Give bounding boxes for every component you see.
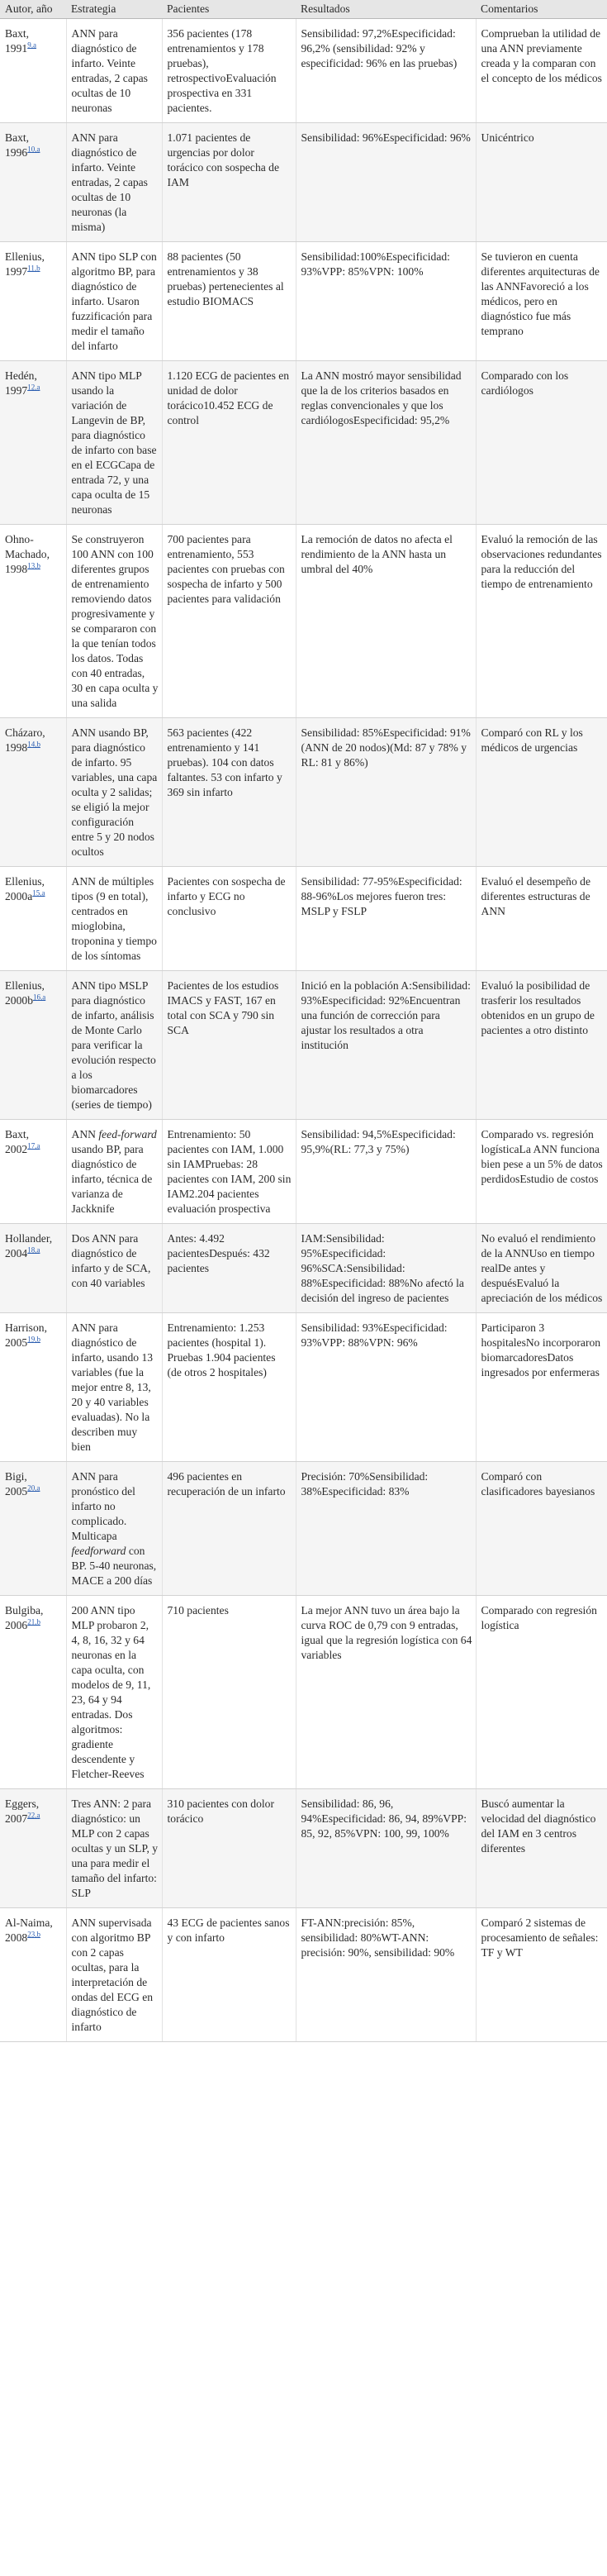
cell-strategy: Se construyeron 100 ANN con 100 diferentes grupos de entrenamiento removiendo datos progresivamente y se compararon con la que tenían todos los datos. Todas con 40 entradas, 30 en capa oculta y una salida (66, 525, 162, 718)
cell-strategy: Tres ANN: 2 para diagnóstico: un MLP con 2 capas ocultas y un SLP, y una para medir el tamaño del infarto: SLP (66, 1789, 162, 1908)
cell-comments: No evaluó el rendimiento de la ANNUso en tiempo realDe antes y despuésEvaluó la apreciación de los médicos (476, 1224, 607, 1313)
cell-results: La ANN mostró mayor sensibilidad que la de los criterios basados en reglas convencionales y que los cardiólogosEspecificidad: 95,2% (296, 361, 476, 525)
cell-results: Sensibilidad: 96%Especificidad: 96% (296, 123, 476, 242)
cell-comments: Comprueban la utilidad de una ANN previamente creada y la comparan con el concepto de los médicos (476, 19, 607, 123)
cell-results: Precisión: 70%Sensibilidad: 38%Especificidad: 83% (296, 1462, 476, 1596)
cell-results: Sensibilidad:100%Especificidad: 93%VPP: 85%VPN: 100% (296, 242, 476, 361)
reference-link[interactable]: 12,a (27, 383, 40, 392)
cell-strategy: ANN para diagnóstico de infarto. Veinte entradas, 2 capas ocultas de 10 neuronas (66, 19, 162, 123)
cell-patients: Entrenamiento: 50 pacientes con IAM, 1.000 sin IAMPruebas: 28 pacientes con IAM, 200 sin IAM2.204 pacientes evaluación prospectiva (162, 1120, 296, 1224)
cell-strategy: ANN para pronóstico del infarto no complicado. Multicapa feedforward con BP. 5-40 neuronas, MACE a 200 días (66, 1462, 162, 1596)
reference-link[interactable]: 20,a (27, 1483, 40, 1493)
cell-comments: Comparó con RL y los médicos de urgencias (476, 718, 607, 867)
reference-link[interactable]: 21,b (27, 1617, 40, 1626)
cell-comments: Unicéntrico (476, 123, 607, 242)
reference-link[interactable]: 23,b (27, 1930, 40, 1939)
cell-strategy: ANN tipo SLP con algoritmo BP, para diagnóstico de infarto. Usaron fuzzificación para medir el tamaño del infarto (66, 242, 162, 361)
reference-link[interactable]: 10,a (27, 145, 40, 154)
header-row (0, 0, 607, 19)
header-author: Autor, año (0, 0, 66, 19)
cell-strategy: ANN supervisada con algoritmo BP con 2 capas ocultas, para la interpretación de ondas del ECG en diagnóstico de infarto (66, 1908, 162, 2042)
cell-author: Bigi, 2005$^{20,a}$ (0, 1462, 66, 1596)
table-row (0, 123, 607, 242)
cell-author: Al-Naima, 2008$^{23,b}$ (0, 1908, 66, 2042)
cell-patients: 43 ECG de pacientes sanos y con infarto (162, 1908, 296, 2042)
table-row (0, 1313, 607, 1462)
table-row (0, 1224, 607, 1313)
cell-strategy: Dos ANN para diagnóstico de infarto y de SCA, con 40 variables (66, 1224, 162, 1313)
cell-results: Sensibilidad: 94,5%Especificidad: 95,9%(RL: 77,3 y 75%) (296, 1120, 476, 1224)
cell-author: Baxt, 2002$^{17,a}$ (0, 1120, 66, 1224)
cell-author: Baxt, 1996$^{10,a}$ (0, 123, 66, 242)
reference-link[interactable]: 18,a (27, 1245, 40, 1255)
cell-strategy: ANN de múltiples tipos (9 en total), centrados en mioglobina, troponina y tiempo de los síntomas (66, 867, 162, 971)
cell-results: Inició en la población A:Sensibilidad: 93%Especificidad: 92%Encuentran una función de corrección para ajustar los resultados a otra institución (296, 971, 476, 1120)
cell-results: IAM:Sensibilidad: 95%Especificidad: 96%SCA:Sensibilidad: 88%Especificidad: 88%No afectó la decisión del ingreso de pacientes (296, 1224, 476, 1313)
cell-results: Sensibilidad: 85%Especificidad: 91%(ANN de 20 nodos)(Md: 87 y 78% y RL: 81 y 86%) (296, 718, 476, 867)
cell-comments: Comparado con regresión logística (476, 1596, 607, 1789)
header-comments: Comentarios (476, 0, 607, 19)
cell-comments: Evaluó la posibilidad de trasferir los resultados obtenidos en un grupo de pacientes a otro distinto (476, 971, 607, 1120)
cell-patients: 710 pacientes (162, 1596, 296, 1789)
reference-link[interactable]: 9,a (27, 40, 36, 50)
cell-strategy: ANN tipo MSLP para diagnóstico de infarto, análisis de Monte Carlo para verificar la evolución respecto a los biomarcadores (series de tiempo) (66, 971, 162, 1120)
cell-patients: 563 pacientes (422 entrenamiento y 141 pruebas). 104 con datos faltantes. 53 con infarto y 369 sin infarto (162, 718, 296, 867)
reference-link[interactable]: 14,b (27, 740, 40, 749)
cell-results: Sensibilidad: 86, 96, 94%Especificidad: 86, 94, 89%VPP: 85, 92, 85%VPN: 100, 99, 100% (296, 1789, 476, 1908)
cell-results: La remoción de datos no afecta el rendimiento de la ANN hasta un umbral del 40% (296, 525, 476, 718)
reference-link[interactable]: 15,a (32, 888, 45, 898)
cell-patients: 310 pacientes con dolor torácico (162, 1789, 296, 1908)
table-row (0, 1908, 607, 2042)
cell-comments: Comparó con clasificadores bayesianos (476, 1462, 607, 1596)
cell-results: Sensibilidad: 77-95%Especificidad: 88-96%Los mejores fueron tres: MSLP y FSLP (296, 867, 476, 971)
cell-strategy: ANN feed-forward usando BP, para diagnóstico de infarto, técnica de varianza de Jackknife (66, 1120, 162, 1224)
cell-comments: Comparado vs. regresión logísticaLa ANN funciona bien pese a un 5% de datos perdidosEstudio de costos (476, 1120, 607, 1224)
reference-link[interactable]: 19,b (27, 1335, 40, 1344)
cell-comments: Se tuvieron en cuenta diferentes arquitecturas de las ANNFavoreció a los médicos, pero en diagnóstico fue más temprano (476, 242, 607, 361)
cell-patients: 88 pacientes (50 entrenamientos y 38 pruebas) pertenecientes al estudio BIOMACS (162, 242, 296, 361)
reference-link[interactable]: 22,a (27, 1811, 40, 1820)
reference-link[interactable]: 16,a (32, 993, 46, 1002)
cell-author: Ohno-Machado, 1998$^{13,b}$ (0, 525, 66, 718)
cell-results: La mejor ANN tuvo un área bajo la curva ROC de 0,79 con 9 entradas, igual que la regresión logística con 64 variables (296, 1596, 476, 1789)
italic-term: feed-forward (98, 1128, 157, 1140)
reference-link[interactable]: 17,a (27, 1141, 40, 1150)
cell-patients: 356 pacientes (178 entrenamientos y 178 pruebas), retrospectivoEvaluación prospectiva en 331 pacientes. (162, 19, 296, 123)
cell-comments: Participaron 3 hospitalesNo incorporaron biomarcadoresDatos ingresados por enfermeras (476, 1313, 607, 1462)
cell-strategy: ANN usando BP, para diagnóstico de infarto. 95 variables, una capa oculta y 2 salidas; se eligió la mejor configuración entre 5 y 20 nodos ocultos (66, 718, 162, 867)
cell-comments: Comparado con los cardiólogos (476, 361, 607, 525)
cell-comments: Evaluó el desempeño de diferentes estructuras de ANN (476, 867, 607, 971)
cell-author: Baxt, 1991$^{9,a}$ (0, 19, 66, 123)
table-row (0, 525, 607, 718)
cell-strategy: ANN para diagnóstico de infarto. Veinte entradas, 2 capas ocultas de 10 neuronas (la misma) (66, 123, 162, 242)
cell-patients: 1.071 pacientes de urgencias por dolor torácico con sospecha de IAM (162, 123, 296, 242)
header-strategy: Estrategia (66, 0, 162, 19)
table-row (0, 361, 607, 525)
cell-patients: 1.120 ECG de pacientes en unidad de dolor torácico10.452 ECG de control (162, 361, 296, 525)
cell-comments: Buscó aumentar la velocidad del diagnóstico del IAM en 3 centros diferentes (476, 1789, 607, 1908)
cell-patients: Antes: 4.492 pacientesDespués: 432 pacientes (162, 1224, 296, 1313)
cell-patients: Entrenamiento: 1.253 pacientes (hospital 1). Pruebas 1.904 pacientes (de otros 2 hospitales) (162, 1313, 296, 1462)
cell-strategy: 200 ANN tipo MLP probaron 2, 4, 8, 16, 32 y 64 neuronas en la capa oculta, con modelos de 9, 11, 23, 64 y 94 entradas. Dos algoritmos: gradiente descendente y Fletcher-Reeves (66, 1596, 162, 1789)
cell-strategy: ANN para diagnóstico de infarto, usando 13 variables (fue la mejor entre 8, 13, 20 y 40 variables evaluadas). No la describen muy bien (66, 1313, 162, 1462)
cell-author: Bulgiba, 2006$^{21,b}$ (0, 1596, 66, 1789)
cell-strategy: ANN tipo MLP usando la variación de Langevin de BP, para diagnóstico de infarto con base en el ECGCapa de entrada 72, y una capa oculta de 15 neuronas (66, 361, 162, 525)
italic-term: feedforward (71, 1545, 126, 1557)
cell-author: Eggers, 2007$^{22,a}$ (0, 1789, 66, 1908)
cell-patients: 700 pacientes para entrenamiento, 553 pacientes con pruebas con sospecha de infarto y 500 pacientes para validación (162, 525, 296, 718)
cell-author: Ellenius, 2000b$^{16,a}$ (0, 971, 66, 1120)
table-row (0, 1120, 607, 1224)
table-row (0, 971, 607, 1120)
cell-comments: Evaluó la remoción de las observaciones redundantes para la reducción del tiempo de entrenamiento (476, 525, 607, 718)
table-row (0, 867, 607, 971)
cell-author: Harrison, 2005$^{19,b}$ (0, 1313, 66, 1462)
cell-results: FT-ANN:precisión: 85%, sensibilidad: 80%WT-ANN: precisión: 90%, sensibilidad: 90% (296, 1908, 476, 2042)
cell-patients: Pacientes con sospecha de infarto y ECG no conclusivo (162, 867, 296, 971)
table-row (0, 242, 607, 361)
table-row (0, 1789, 607, 1908)
cell-author: Ellenius, 2000a$^{15,a}$ (0, 867, 66, 971)
cell-author: Hedén, 1997$^{12,a}$ (0, 361, 66, 525)
table-row (0, 19, 607, 123)
cell-results: Sensibilidad: 97,2%Especificidad: 96,2% (sensibilidad: 92% y especificidad: 96% en las pruebas) (296, 19, 476, 123)
cell-comments: Comparó 2 sistemas de procesamiento de señales: TF y WT (476, 1908, 607, 2042)
cell-author: Ellenius, 1997$^{11,b}$ (0, 242, 66, 361)
cell-author: Hollander, 2004$^{18,a}$ (0, 1224, 66, 1313)
header-patients: Pacientes (162, 0, 296, 19)
reference-link[interactable]: 13,b (27, 561, 40, 570)
table-row (0, 1596, 607, 1789)
cell-patients: Pacientes de los estudios IMACS y FAST, 167 en total con SCA y 790 sin SCA (162, 971, 296, 1120)
cell-author: Cházaro, 1998$^{14,b}$ (0, 718, 66, 867)
header-results: Resultados (296, 0, 476, 19)
reference-link[interactable]: 11,b (27, 264, 40, 273)
cell-results: Sensibilidad: 93%Especificidad: 93%VPP: 88%VPN: 96% (296, 1313, 476, 1462)
table-row (0, 718, 607, 867)
cell-patients: 496 pacientes en recuperación de un infarto (162, 1462, 296, 1596)
table-row (0, 1462, 607, 1596)
